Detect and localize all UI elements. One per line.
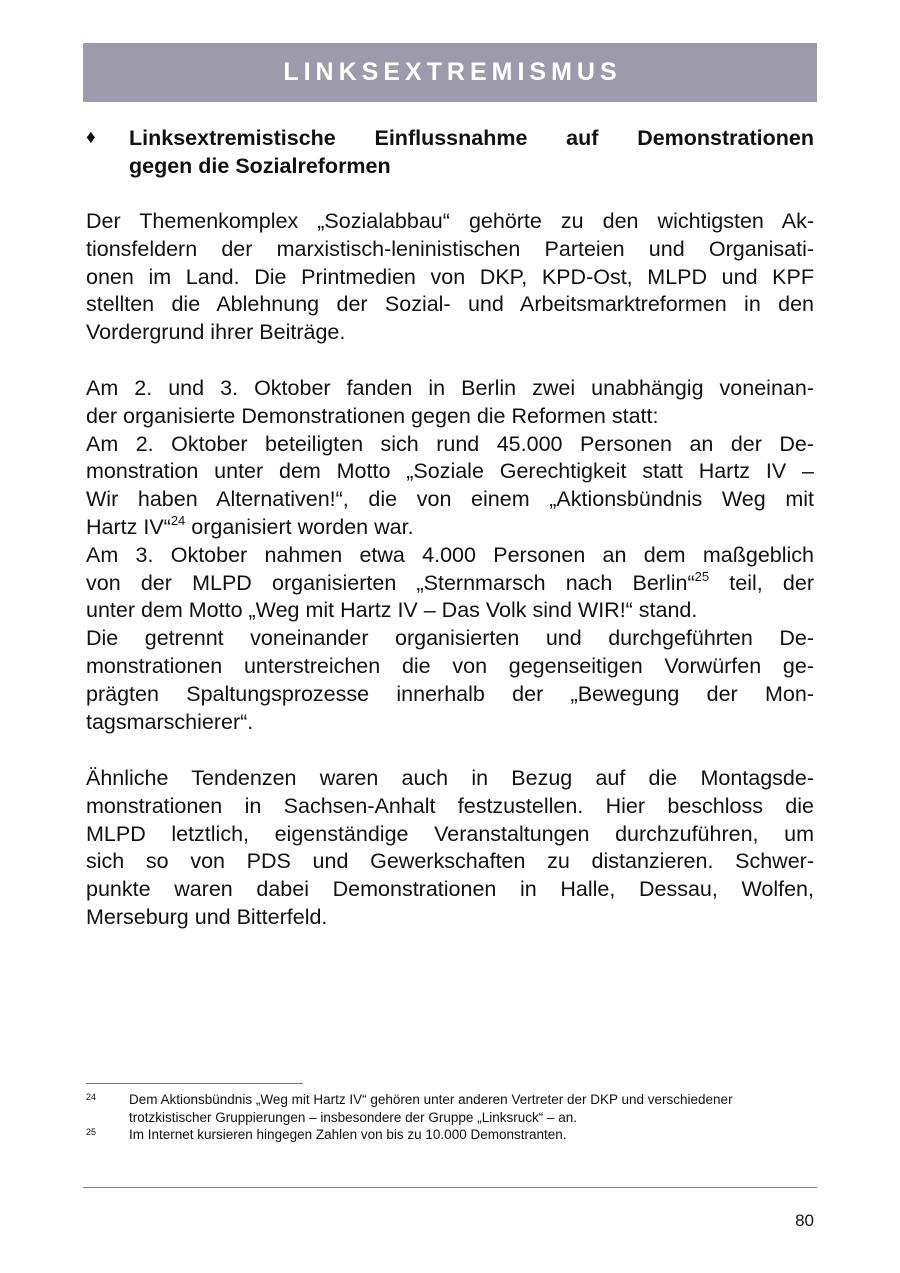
section-header-bar (83, 43, 817, 102)
footnote-number: 25 (86, 1127, 97, 1137)
text-line (86, 514, 814, 542)
text-line: onen im Land. Die Printmedien von DKP, KPD-Ost, MLPD und KPF (86, 264, 814, 289)
footnote-separator (86, 1083, 303, 1084)
section-heading-text (129, 124, 814, 180)
paragraph-sachsen-anhalt (86, 765, 814, 932)
text-line: stellten die Ablehnung der Sozial- und Arbeitsmarktreformen in den (86, 292, 814, 317)
section-header-title: LINKSEXTREMISMUS (283, 58, 622, 86)
footnote-number: 24 (86, 1092, 97, 1102)
text-fragment: Hartz IV“ (86, 514, 171, 539)
text-fragment: teil, der (709, 570, 815, 595)
text-line: sich so von PDS und Gewerkschaften zu distanzieren. Schwer- (86, 849, 814, 874)
page-number: 80 (795, 1211, 814, 1230)
text-line: monstration unter dem Motto „Soziale Gerechtigkeit statt Hartz IV – (86, 459, 814, 484)
heading-line: gegen die Sozialreformen (129, 154, 391, 178)
text-line: monstrationen in Sachsen-Anhalt festzustellen. Hier beschloss die (86, 793, 814, 818)
section-heading (86, 124, 814, 180)
text-line: monstrationen unterstreichen die von gegenseitigen Vorwürfen ge- (86, 653, 814, 678)
text-line (86, 570, 814, 598)
text-fragment: von der MLPD organisierten „Sternmarsch nach Berlin“ (86, 570, 695, 595)
text-line: Am 2. Oktober beteiligten sich rund 45.000 Personen an der De- (86, 431, 814, 456)
footnote-25 (86, 1126, 814, 1144)
diamond-bullet-icon: ♦ (86, 127, 96, 148)
text-line: Merseburg und Bitterfeld. (86, 904, 328, 929)
footnote-ref-25[interactable]: 25 (694, 568, 710, 584)
footnote-line: trotzkistischer Gruppierungen – insbesondere der Gruppe „Linksruck“ – an. (129, 1110, 577, 1125)
text-line: punkte waren dabei Demonstrationen in Halle, Dessau, Wolfen, (86, 877, 814, 902)
footnote-line: Im Internet kursieren hingegen Zahlen von bis zu 10.000 Demonstranten. (129, 1127, 567, 1142)
text-line: Ähnliche Tendenzen waren auch in Bezug auf die Montagsde- (86, 766, 814, 790)
text-line: tagsmarschierer“. (86, 709, 254, 734)
text-line: Wir haben Alternativen!“, die von einem „Aktionsbündnis Weg mit (86, 487, 814, 512)
footnote-line: Dem Aktionsbündnis „Weg mit Hartz IV“ gehören unter anderen Vertreter der DKP und verschiedener (129, 1092, 733, 1107)
text-line: der organisierte Demonstrationen gegen die Reformen statt: (86, 403, 659, 428)
footnote-ref-24[interactable]: 24 (170, 512, 186, 528)
text-line: Der Themenkomplex „Sozialabbau“ gehörte zu den wichtigsten Ak- (86, 209, 814, 233)
footnote-24 (86, 1091, 814, 1127)
text-line: tionsfeldern der marxistisch-leninistischen Parteien und Organisati- (86, 236, 814, 261)
footer-separator (83, 1187, 817, 1188)
paragraph-berlin-demonstrations (86, 375, 814, 736)
heading-line: Linksextremistische Einflussnahme auf Demonstrationen (129, 126, 814, 150)
text-line: prägten Spaltungsprozesse innerhalb der „Bewegung der Mon- (86, 681, 814, 706)
text-line: Am 2. und 3. Oktober fanden in Berlin zwei unabhängig voneinan- (86, 376, 814, 400)
text-line: Vordergrund ihrer Beiträge. (86, 320, 346, 345)
text-fragment: organisiert worden war. (185, 514, 414, 539)
footnote-text (129, 1126, 814, 1144)
footnote-text (129, 1091, 814, 1127)
paragraph-sozialabbau (86, 208, 814, 347)
text-line: Am 3. Oktober nahmen etwa 4.000 Personen an dem maßgeblich (86, 542, 814, 567)
text-line: MLPD letztlich, eigenständige Veranstaltungen durchzuführen, um (86, 821, 814, 846)
text-line: unter dem Motto „Weg mit Hartz IV – Das Volk sind WIR!“ stand. (86, 598, 698, 623)
text-line: Die getrennt voneinander organisierten und durchgeführten De- (86, 626, 814, 651)
